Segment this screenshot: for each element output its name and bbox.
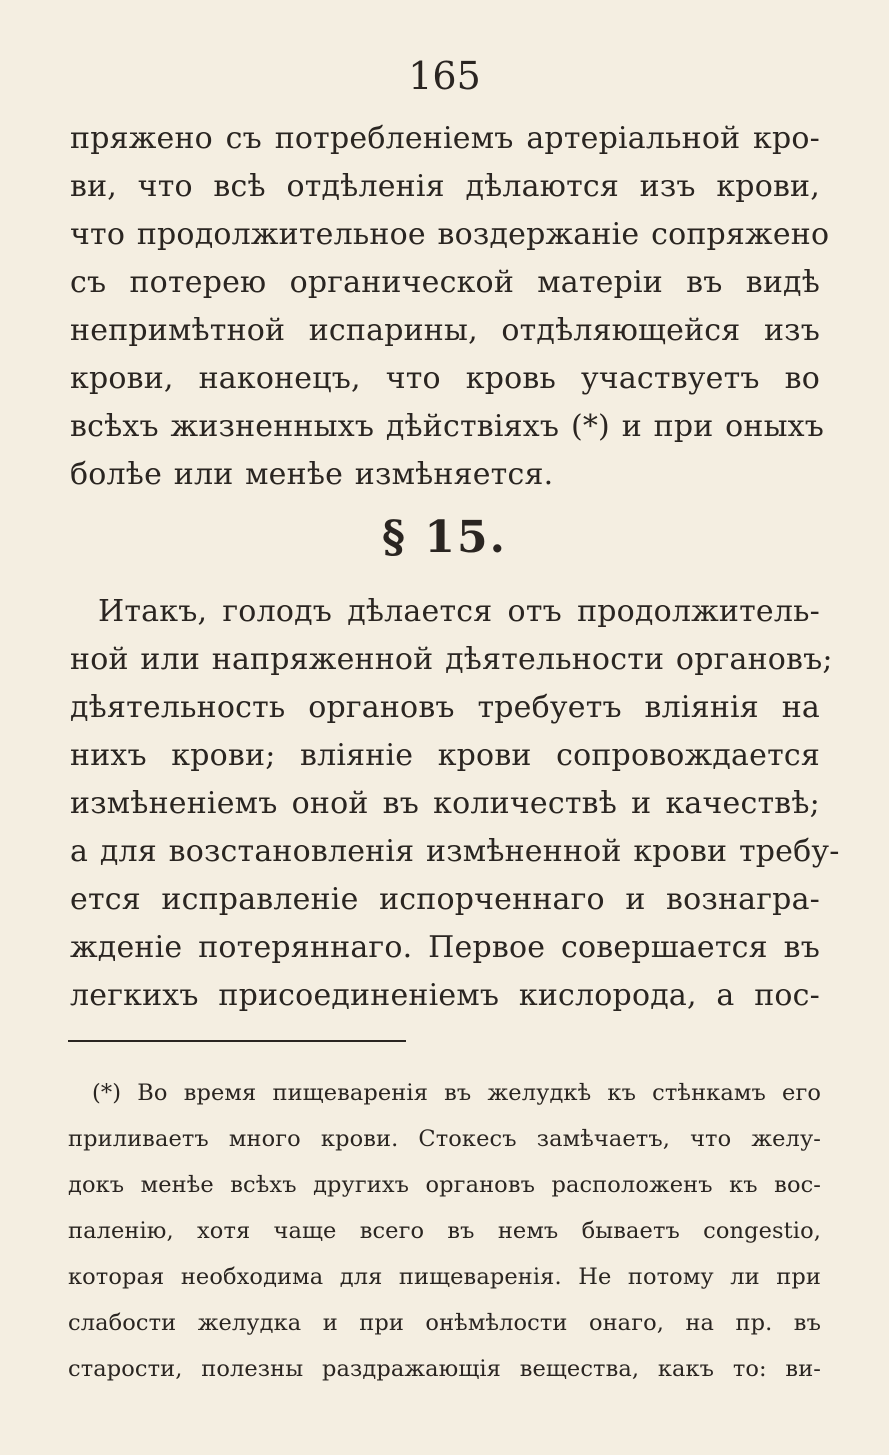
text-line: болѣе или менѣе измѣняется. xyxy=(70,457,554,492)
footnote-line: которая необходима для пищеваренія. Не потому ли при xyxy=(68,1264,821,1290)
text-line: легкихъ присоединеніемъ кислорода, а пос- xyxy=(70,978,820,1013)
text-line: пряжено съ потребленіемъ артеріальной кро- xyxy=(70,121,820,156)
footnote-line: (*) Во время пищеваренія въ желудкѣ къ стѣнкамъ его xyxy=(92,1080,821,1106)
paragraph-2 xyxy=(70,588,840,1020)
footnote-line: докъ менѣе всѣхъ другихъ органовъ расположенъ къ вос- xyxy=(68,1172,821,1198)
text-line: что продолжительное воздержаніе сопряжено xyxy=(70,217,830,252)
footnote-line: приливаетъ много крови. Стокесъ замѣчаетъ, что желу- xyxy=(68,1126,821,1152)
footnote-line: слабости желудка и при онѣмѣлости онаго, на пр. въ xyxy=(68,1310,821,1336)
footnote xyxy=(68,1070,821,1392)
text-line: жденіе потеряннаго. Первое совершается въ xyxy=(70,930,820,965)
footnote-line: старости, полезны раздражающія вещества, какъ то: ви- xyxy=(68,1356,821,1382)
text-line: измѣненіемъ оной въ количествѣ и качествѣ; xyxy=(70,786,820,821)
text-line: дѣятельность органовъ требуетъ вліянія на xyxy=(70,690,820,725)
text-line: съ потерею органической матеріи въ видѣ xyxy=(70,265,820,300)
page-number: 165 xyxy=(408,54,481,98)
text-line: ной или напряженной дѣятельности органовъ; xyxy=(70,642,833,677)
footnote-line: паленію, хотя чаще всего въ немъ бываетъ congestio, xyxy=(68,1218,821,1244)
text-line: непримѣтной испарины, отдѣляющейся изъ xyxy=(70,313,820,348)
footnote-divider xyxy=(68,1040,406,1042)
text-line: крови, наконецъ, что кровь участвуетъ во xyxy=(70,361,820,396)
text-line: всѣхъ жизненныхъ дѣйствіяхъ (*) и при оныхъ xyxy=(70,409,825,444)
text-line: ви, что всѣ отдѣленія дѣлаются изъ крови, xyxy=(70,169,820,204)
text-line: нихъ крови; вліяніе крови сопровождается xyxy=(70,738,820,773)
section-heading: § 15. xyxy=(382,512,507,563)
text-line: Итакъ, голодъ дѣлается отъ продолжитель- xyxy=(98,594,820,629)
text-line: а для возстановленія измѣненной крови требу- xyxy=(70,834,840,869)
paragraph-1 xyxy=(70,115,830,499)
text-line: ется исправленіе испорченнаго и вознагра- xyxy=(70,882,820,917)
